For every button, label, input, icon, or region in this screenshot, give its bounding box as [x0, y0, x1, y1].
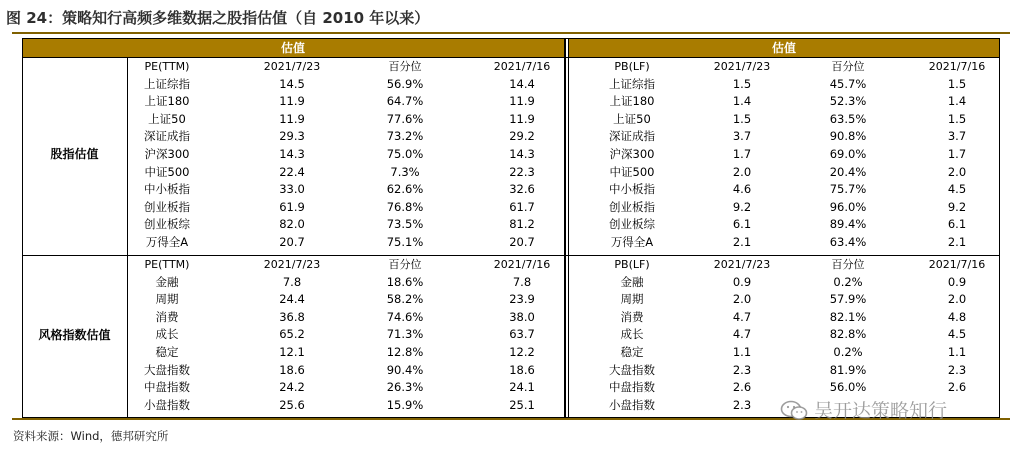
index-name: 沪深300: [144, 147, 190, 161]
index-name: 大盘指数: [609, 362, 655, 377]
pb-previous: 1.1: [947, 345, 967, 359]
pb-previous: 2.1: [947, 235, 967, 249]
pb-current: 2.1: [732, 235, 752, 249]
pb-previous: 2.3: [947, 362, 967, 377]
index-name: 金融: [620, 274, 644, 289]
table-row: [12, 181, 1010, 199]
pb-previous: 4.5: [947, 182, 967, 197]
wechat-icon: [780, 399, 808, 421]
pb-current: 9.2: [732, 199, 752, 214]
group-label: 股指估值: [50, 147, 99, 161]
column-header: 2021/7/23: [263, 60, 321, 73]
index-name: 创业板指: [144, 199, 190, 214]
pb-percentile: 45.7%: [829, 76, 867, 91]
pe-previous: 29.2: [509, 129, 535, 144]
pe-previous: 22.3: [509, 164, 535, 179]
pb-percentile: 89.4%: [829, 217, 867, 232]
pb-previous: 9.2: [947, 199, 967, 214]
pe-percentile: 62.6%: [386, 182, 424, 197]
index-name: 万得全A: [145, 235, 189, 249]
pb-previous: 2.0: [947, 292, 967, 307]
pb-current: 2.3: [732, 397, 752, 412]
index-name: 小盘指数: [144, 397, 190, 412]
pb-percentile: 69.0%: [829, 147, 867, 161]
pb-current: 2.3: [732, 362, 752, 377]
pb-current: 1.1: [732, 345, 752, 359]
pe-previous: 38.0: [509, 309, 535, 324]
column-header: 2021/7/23: [263, 258, 321, 271]
table-row: [12, 146, 1010, 164]
index-name: 周期: [155, 292, 179, 307]
pb-previous: 2.6: [947, 380, 967, 395]
pb-current: 2.0: [732, 292, 752, 307]
index-name: 沪深300: [609, 147, 655, 161]
column-header: 2021/7/16: [928, 60, 986, 73]
pb-previous: 0.9: [947, 274, 967, 289]
column-header: 百分位: [831, 60, 865, 73]
pb-current: 2.6: [732, 380, 752, 395]
index-name: 深证成指: [609, 129, 655, 144]
index-name: 消费: [620, 309, 644, 324]
table-row: [12, 164, 1010, 182]
figure-title: 图 24：策略知行高频多维数据之股指估值（自 2010 年以来）: [6, 9, 430, 27]
pe-current: 24.2: [279, 380, 305, 395]
pe-percentile: 18.6%: [386, 274, 424, 289]
pb-current: 4.7: [732, 327, 752, 342]
column-header: 百分位: [388, 60, 422, 73]
pe-current: 29.3: [279, 129, 305, 144]
pb-previous: 1.5: [947, 76, 967, 91]
column-header: PB(LF): [614, 258, 650, 271]
index-name: 创业板综: [144, 217, 190, 232]
pe-current: 33.0: [279, 182, 305, 197]
index-name: 中小板指: [144, 182, 190, 197]
column-header: 2021/7/23: [713, 258, 771, 271]
pe-current: 61.9: [279, 199, 305, 214]
pb-percentile: 63.5%: [829, 111, 867, 126]
pe-previous: 14.3: [509, 147, 535, 161]
pe-current: 22.4: [279, 164, 305, 179]
pe-previous: 32.6: [509, 182, 535, 197]
column-header: 百分位: [831, 258, 865, 271]
pe-percentile: 12.8%: [386, 345, 424, 359]
pe-previous: 23.9: [509, 292, 535, 307]
pe-percentile: 64.7%: [386, 94, 424, 109]
pe-previous: 11.9: [509, 94, 535, 109]
table-border-top: [22, 38, 1000, 39]
column-header: 2021/7/16: [493, 60, 551, 73]
index-name: 中证500: [144, 164, 190, 179]
source-note: 资料来源：Wind，德邦研究所: [13, 429, 169, 443]
pe-current: 24.4: [279, 292, 305, 307]
pe-previous: 61.7: [509, 199, 535, 214]
pe-current: 11.9: [279, 94, 305, 109]
pe-percentile: 77.6%: [386, 111, 424, 126]
pe-percentile: 90.4%: [386, 362, 424, 377]
pe-percentile: 15.9%: [386, 397, 424, 412]
pe-percentile: 75.0%: [386, 147, 424, 161]
pb-previous: 6.1: [947, 217, 967, 232]
valuation-table: [12, 38, 1010, 418]
pb-percentile: 0.2%: [833, 274, 863, 289]
pe-percentile: 75.1%: [386, 235, 424, 249]
pe-current: 14.3: [279, 147, 305, 161]
pb-percentile: 0.2%: [833, 345, 863, 359]
pb-current: 3.7: [732, 129, 752, 144]
pb-previous: 1.4: [947, 94, 967, 109]
pe-previous: 81.2: [509, 217, 535, 232]
table-row: [12, 128, 1010, 146]
index-name: 消费: [155, 309, 179, 324]
table-row: [12, 362, 1010, 380]
pe-current: 14.5: [279, 76, 305, 91]
pb-current: 1.7: [732, 147, 752, 161]
index-name: 上证50: [613, 111, 651, 126]
index-name: 金融: [155, 274, 179, 289]
table-row: [12, 234, 1010, 252]
index-name: 中证500: [609, 164, 655, 179]
pe-previous: 12.2: [509, 345, 535, 359]
table-row: [12, 111, 1010, 129]
pe-percentile: 26.3%: [386, 380, 424, 395]
pb-percentile: 75.7%: [829, 182, 867, 197]
pe-current: 20.7: [279, 235, 305, 249]
table-row: [12, 93, 1010, 111]
pe-percentile: 58.2%: [386, 292, 424, 307]
index-name: 大盘指数: [144, 362, 190, 377]
pb-percentile: 81.9%: [829, 362, 867, 377]
right-section-header: 估值: [569, 39, 999, 57]
pb-current: 0.9: [732, 274, 752, 289]
pb-current: 6.1: [732, 217, 752, 232]
index-name: 上证180: [144, 94, 190, 109]
index-name: 周期: [620, 292, 644, 307]
pb-current: 4.6: [732, 182, 752, 197]
pb-previous: 1.7: [947, 147, 967, 161]
pe-previous: 14.4: [509, 76, 535, 91]
pe-percentile: 73.5%: [386, 217, 424, 232]
index-name: 上证综指: [144, 76, 190, 91]
pe-previous: 7.8: [512, 274, 532, 289]
title-rule: [12, 32, 1010, 34]
pe-percentile: 73.2%: [386, 129, 424, 144]
pb-percentile: 52.3%: [829, 94, 867, 109]
pe-current: 12.1: [279, 345, 305, 359]
pe-current: 82.0: [279, 217, 305, 232]
pe-percentile: 71.3%: [386, 327, 424, 342]
index-name: 中小板指: [609, 182, 655, 197]
pe-current: 65.2: [279, 327, 305, 342]
index-name: 创业板综: [609, 217, 655, 232]
pe-percentile: 7.3%: [390, 164, 420, 179]
index-name: 上证综指: [609, 76, 655, 91]
pe-current: 36.8: [279, 309, 305, 324]
column-header: 2021/7/23: [713, 60, 771, 73]
pb-previous: 3.7: [947, 129, 967, 144]
index-name: 成长: [155, 327, 179, 342]
left-section-header: 估值: [22, 39, 564, 57]
pb-percentile: 20.4%: [829, 164, 867, 179]
column-header: 百分位: [388, 258, 422, 271]
pb-current: 1.5: [732, 76, 752, 91]
table-row: [12, 216, 1010, 234]
index-name: 上证50: [148, 111, 186, 126]
index-name: 上证180: [609, 94, 655, 109]
table-row: [12, 274, 1010, 292]
index-name: 深证成指: [144, 129, 190, 144]
column-header: 2021/7/16: [928, 258, 986, 271]
table-row: [12, 199, 1010, 217]
table-row: [12, 326, 1010, 344]
index-name: 万得全A: [610, 235, 654, 249]
pb-percentile: 90.8%: [829, 129, 867, 144]
pe-previous: 18.6: [509, 362, 535, 377]
pe-previous: 25.1: [509, 397, 535, 412]
pb-percentile: 96.0%: [829, 199, 867, 214]
index-name: 创业板指: [609, 199, 655, 214]
column-header-row: [12, 58, 1010, 76]
pb-current: 2.0: [732, 164, 752, 179]
pb-current: 1.4: [732, 94, 752, 109]
column-header: PE(TTM): [144, 258, 190, 271]
pb-percentile: 63.4%: [829, 235, 867, 249]
pb-current: 1.5: [732, 111, 752, 126]
index-name: 小盘指数: [609, 397, 655, 412]
index-name: 中盘指数: [609, 380, 655, 395]
index-name: 稳定: [620, 345, 644, 359]
pe-current: 7.8: [282, 274, 302, 289]
pb-previous: 4.8: [947, 309, 967, 324]
pb-previous: 1.5: [947, 111, 967, 126]
column-header: PE(TTM): [144, 60, 190, 73]
pe-current: 25.6: [279, 397, 305, 412]
pb-percentile: 82.1%: [829, 309, 867, 324]
pb-previous: 2.0: [947, 164, 967, 179]
pb-percentile: 56.0%: [829, 380, 867, 395]
watermark-text: 吴开达策略知行: [814, 400, 948, 422]
index-name: 成长: [620, 327, 644, 342]
table-row: [12, 309, 1010, 327]
pe-percentile: 74.6%: [386, 309, 424, 324]
pb-previous: 4.5: [947, 327, 967, 342]
group-label: 风格指数估值: [38, 328, 111, 342]
pe-previous: 24.1: [509, 380, 535, 395]
pe-previous: 20.7: [509, 235, 535, 249]
pe-previous: 11.9: [509, 111, 535, 126]
column-header: 2021/7/16: [493, 258, 551, 271]
index-name: 中盘指数: [144, 380, 190, 395]
table-row: [12, 344, 1010, 362]
table-row: [12, 76, 1010, 94]
table-row: [12, 379, 1010, 397]
watermark: [780, 396, 947, 423]
pe-previous: 63.7: [509, 327, 535, 342]
pe-percentile: 76.8%: [386, 199, 424, 214]
table-row: [12, 291, 1010, 309]
index-name: 稳定: [155, 345, 179, 359]
pe-current: 11.9: [279, 111, 305, 126]
pb-percentile: 82.8%: [829, 327, 867, 342]
column-header-row: [12, 256, 1010, 274]
pe-current: 18.6: [279, 362, 305, 377]
pb-percentile: 57.9%: [829, 292, 867, 307]
pe-percentile: 56.9%: [386, 76, 424, 91]
pb-current: 4.7: [732, 309, 752, 324]
column-header: PB(LF): [614, 60, 650, 73]
